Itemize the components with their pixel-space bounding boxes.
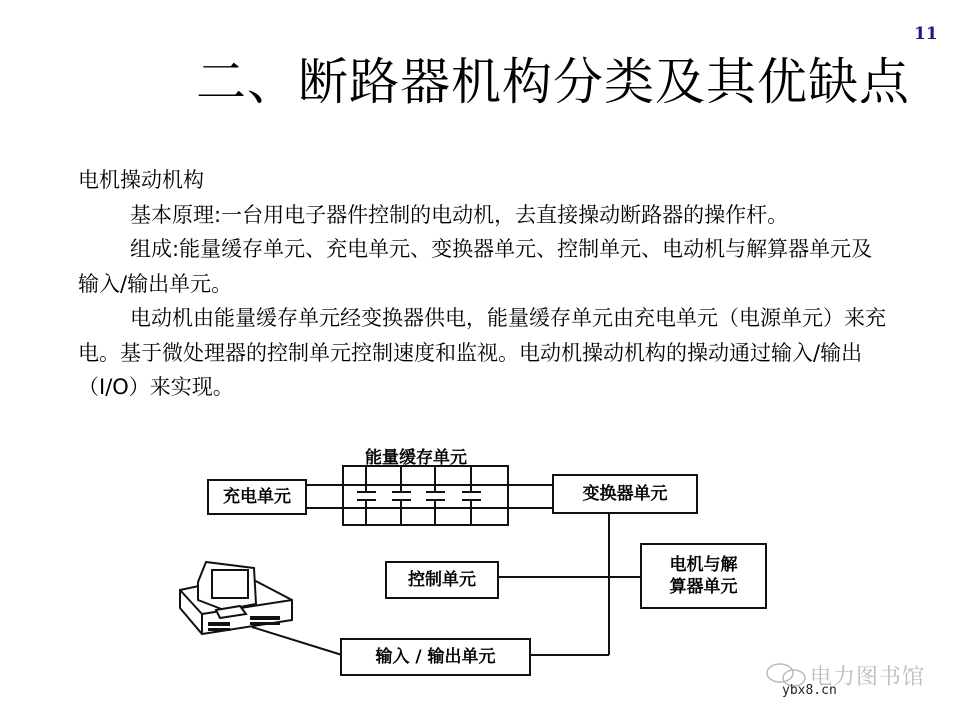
energy-storage-label: 能量缓存单元 xyxy=(365,448,467,468)
computer-icon xyxy=(176,560,296,640)
paragraph-operation: 电动机由能量缓存单元经变换器供电，能量缓存单元由充电单元（电源单元）来充电。基于微处理器的控制单元控制速度和监视。电动机操动机构的操动通过输入/输出（I/O）来实现。 xyxy=(78,306,886,399)
page-number: 11 xyxy=(914,24,938,44)
slide-title: 二、断路器机构分类及其优缺点 xyxy=(196,53,910,111)
paragraph-composition: 组成:能量缓存单元、充电单元、变换器单元、控制单元、电动机与解算器单元及输入/输出单元。 xyxy=(78,237,873,296)
charging-unit-box: 充电单元 xyxy=(207,479,307,515)
watermark-brand: 电力图书馆 xyxy=(810,665,926,690)
control-unit-box: 控制单元 xyxy=(385,561,499,599)
watermark-url: ybx8.cn xyxy=(782,683,837,698)
io-unit-box: 输入 / 输出单元 xyxy=(340,638,531,676)
converter-unit-box: 变换器单元 xyxy=(552,474,698,514)
paragraph-principle: 基本原理:一台用电子器件控制的电动机，去直接操动断路器的操作杆。 xyxy=(130,202,789,227)
section-heading: 电机操动机构 xyxy=(78,168,204,192)
motor-resolver-unit-box: 电机与解 算器单元 xyxy=(640,543,767,609)
